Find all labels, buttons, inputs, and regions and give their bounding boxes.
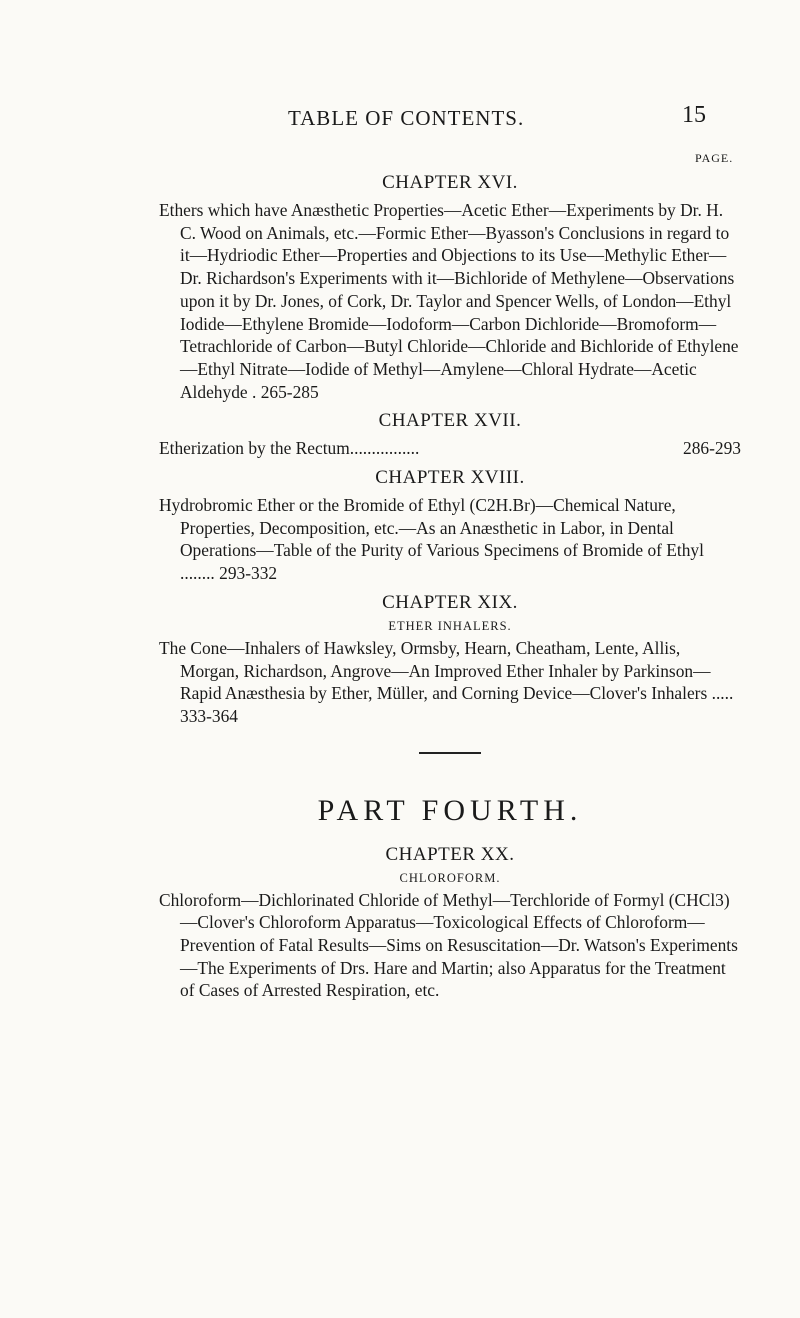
leader-dots: .	[251, 381, 257, 402]
chapter-title: CHAPTER XVI.	[382, 172, 518, 193]
section-divider	[419, 752, 481, 754]
leader-dots: ........	[180, 563, 215, 584]
page-number: 15	[682, 102, 706, 128]
chapter-title: CHAPTER XX.	[385, 843, 515, 865]
page-column-label: PAGE.	[695, 151, 734, 165]
page-header	[0, 102, 800, 132]
chapter-summary: Chloroform—Dichlorinated Chloride of Methyl—Terchloride of Formyl (CHCl3)—Clover's Chloroform Apparatus—Toxicological Effects of Chloroform—Prevention of Fatal Results—Sims on Resuscitation—Dr. Watson's Experiments—The Experiments of Drs. Hare and Martin; also Apparatus for the Treatment of Cases of Arrested Respiration, etc.	[159, 889, 738, 1001]
chapter-summary: The Cone—Inhalers of Hawksley, Ormsby, Hearn, Cheatham, Lente, Allis, Morgan, Richardson, Angrove—An Improved Ether Inhaler by Parkinson—Rapid Anæsthesia by Ether, Müller, and Corning Device—Clover's Inhalers	[159, 637, 711, 704]
part-title: PART FOURTH.	[317, 793, 583, 827]
contents-body	[159, 168, 741, 1009]
running-title: TABLE OF CONTENTS.	[288, 106, 525, 130]
chapter-entry	[159, 889, 741, 1003]
chapter-subtitle: CHLOROFORM.	[399, 870, 501, 885]
page-range: 293-332	[219, 563, 278, 584]
chapter-entry	[159, 199, 741, 403]
chapter-title: CHAPTER XIX.	[382, 591, 518, 613]
page-range: 286-293	[683, 438, 741, 459]
chapter-summary: Etherization by the Rectum	[159, 438, 350, 459]
chapter-title: CHAPTER XVIII.	[375, 467, 525, 489]
chapter-title: CHAPTER XVII.	[378, 410, 522, 432]
page-range: 333-364	[180, 705, 238, 726]
leader-dots: ................	[349, 438, 420, 459]
chapter-entry	[159, 494, 741, 585]
chapter-summary: Ethers which have Anæsthetic Properties—Acetic Ether—Experiments by Dr. H. C. Wood on Animals, etc.—Formic Ether—Byasson's Conclusions in regard to it—Hydriodic Ether—Properties and Objections to its Use—Methylic Ether—Dr. Richardson's Experiments with it—Bichloride of Methylene—Observations upon it by Dr. Jones, of Cork, Dr. Taylor and Spencer Wells, of London—Ethyl Iodide—Ethylene Bromide—Iodoform—Carbon Dichloride—Bromoform—Tetrachloride of Carbon—Butyl Chloride—Chloride and Bichloride of Ethylene—Ethyl Nitrate—Iodide of Methyl—Amylene—Chloral Hydrate—Acetic Aldehyde	[159, 200, 739, 402]
chapter-entry	[159, 437, 741, 460]
chapter-entry	[159, 637, 741, 728]
chapter-subtitle: ETHER INHALERS.	[388, 618, 512, 633]
chapter-summary: Hydrobromic Ether or the Bromide of Ethyl (C2H.Br)—Chemical Nature, Properties, Decomposition, etc.—As an Anæsthetic in Labor, in Dental Operations—Table of the Purity of Various Specimens of Bromide of Ethyl	[159, 495, 704, 561]
leader-dots: .....	[711, 683, 734, 704]
page-range: 265-285	[260, 381, 319, 402]
